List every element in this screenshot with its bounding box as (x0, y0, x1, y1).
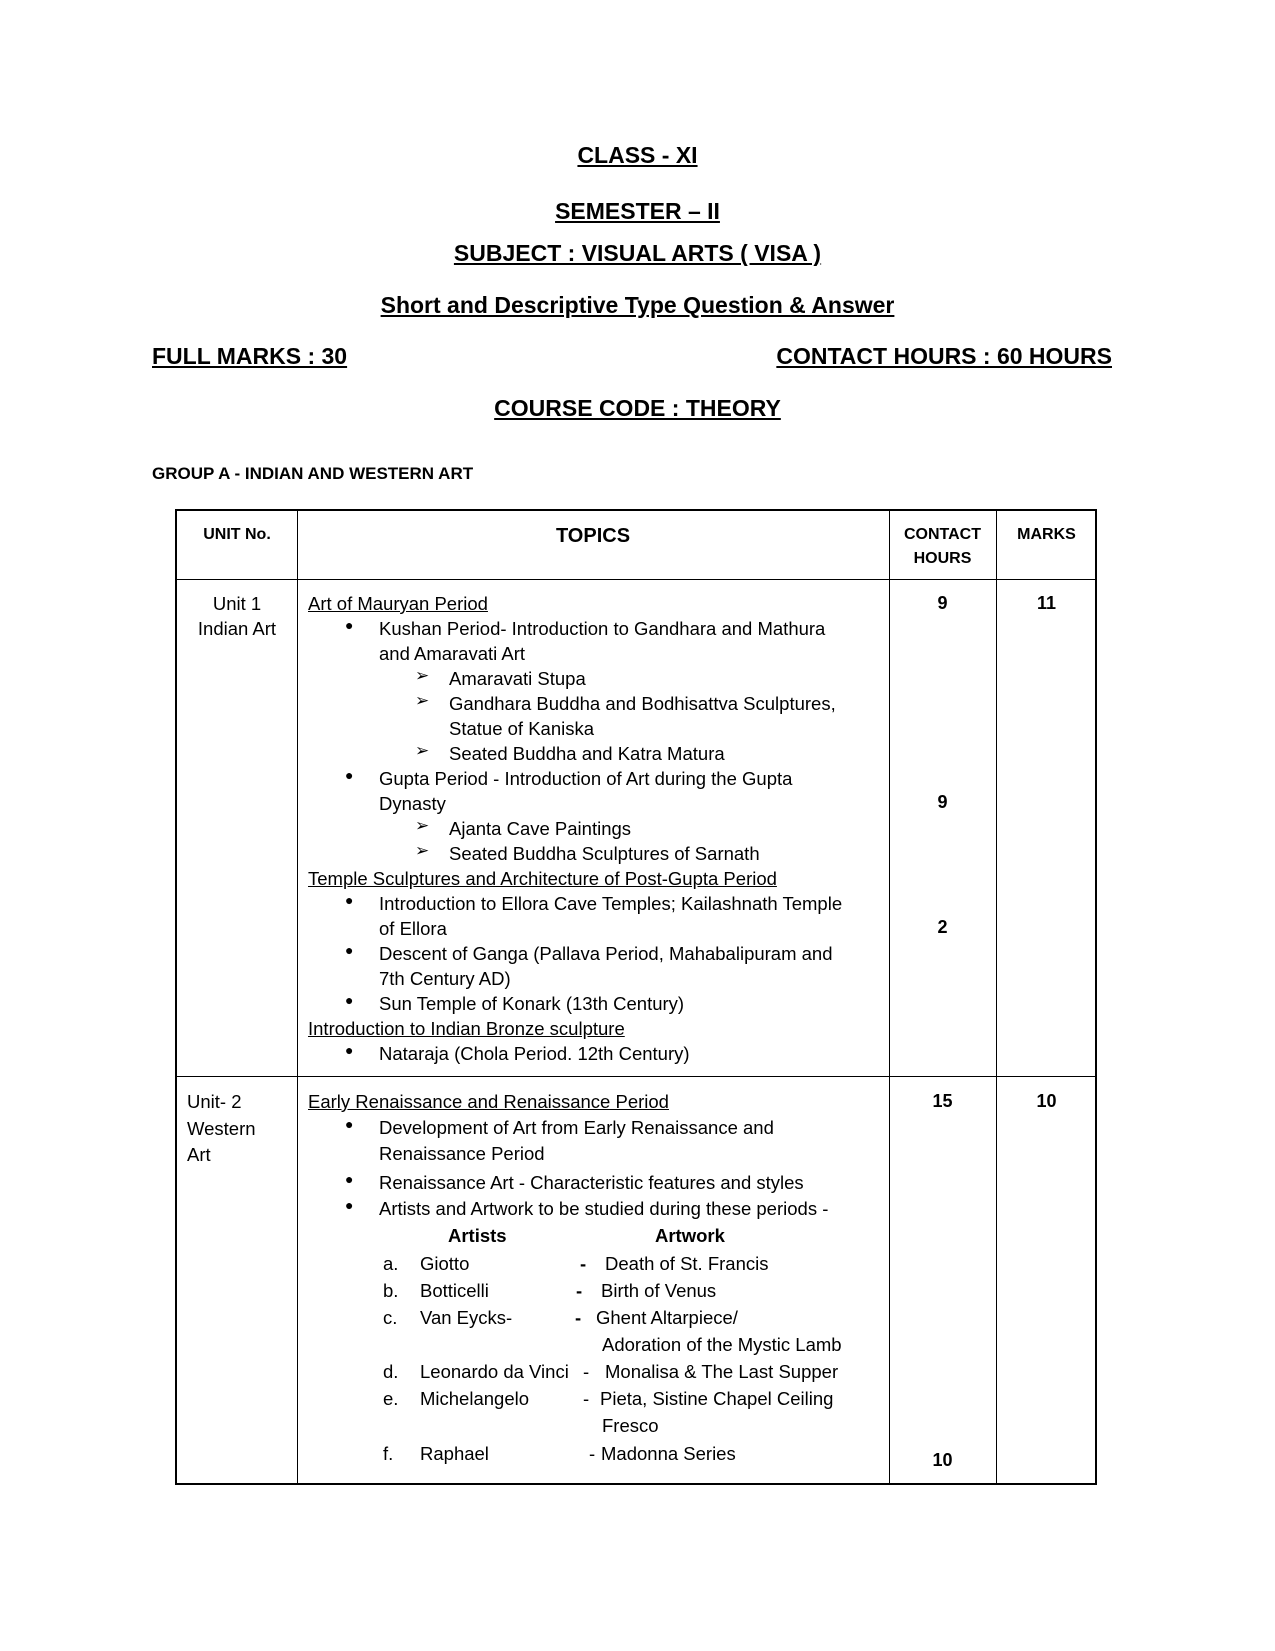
artwork-name: Death of St. Francis (605, 1253, 769, 1274)
row-divider (177, 579, 1095, 580)
arrow-icon: ➢ (415, 841, 430, 860)
group-heading: GROUP A - INDIAN AND WESTERN ART (152, 464, 474, 483)
list-dash: - (583, 1361, 590, 1382)
unit1-label-sub: Indian Art (197, 618, 277, 639)
column-header-topics: TOPICS (555, 525, 631, 547)
arrow-icon: ➢ (415, 816, 430, 835)
artist-name: Botticelli (420, 1280, 489, 1301)
question-type-title: Short and Descriptive Type Question & Answer (380, 292, 895, 318)
topic-item: Dynasty (379, 793, 446, 814)
sub-topic-item: Gandhara Buddha and Bodhisattva Sculptures, (449, 693, 836, 714)
topic-heading: Art of Mauryan Period (308, 593, 488, 614)
bullet-icon: ● (345, 1116, 354, 1132)
semester-title: SEMESTER – II (555, 198, 720, 224)
unit2-label-sub: Western (187, 1118, 256, 1139)
list-marker: f. (383, 1443, 394, 1464)
contact-hours: CONTACT HOURS : 60 HOURS (776, 343, 1112, 369)
list-marker: d. (383, 1361, 399, 1382)
list-dash: - (580, 1253, 587, 1274)
unit2-label: Unit- 2 (187, 1091, 242, 1112)
unit1-marks: 11 (1036, 593, 1057, 613)
artwork-name: Adoration of the Mystic Lamb (602, 1334, 842, 1355)
unit2-hours: 10 (932, 1450, 953, 1470)
artwork-name: Ghent Altarpiece/ (596, 1307, 738, 1328)
artist-name: Van Eycks- (420, 1307, 513, 1328)
sub-topic-item: Statue of Kaniska (449, 718, 595, 739)
artist-name: Raphael (420, 1443, 489, 1464)
sub-topic-item: Seated Buddha Sculptures of Sarnath (449, 843, 760, 864)
arrow-icon: ➢ (415, 691, 430, 710)
list-marker: e. (383, 1388, 399, 1409)
artist-name: Michelangelo (420, 1388, 530, 1409)
list-dash: - (576, 1280, 583, 1301)
syllabus-table (175, 509, 1097, 1485)
topic-item: Gupta Period - Introduction of Art during the Gupta (379, 768, 793, 789)
topic-heading: Temple Sculptures and Architecture of Post-Gupta Period (308, 868, 777, 889)
unit1-label: Unit 1 (212, 593, 262, 614)
artwork-name: Pieta, Sistine Chapel Ceiling (600, 1388, 834, 1409)
bullet-icon: ● (345, 942, 354, 958)
artists-header: Artists (448, 1225, 507, 1246)
list-marker: a. (383, 1253, 399, 1274)
topic-item: Artists and Artwork to be studied during these periods - (379, 1198, 829, 1219)
column-header-contact-hours-2: HOURS (913, 550, 972, 567)
topic-item: 7th Century AD) (379, 968, 511, 989)
class-title: CLASS - XI (577, 142, 698, 168)
subject-title: SUBJECT : VISUAL ARTS ( VISA ) (453, 240, 822, 266)
topic-item: of Ellora (379, 918, 447, 939)
column-divider (889, 511, 890, 1483)
list-dash: - (583, 1388, 590, 1409)
topic-heading: Introduction to Indian Bronze sculpture (308, 1018, 625, 1039)
bullet-icon: ● (345, 767, 354, 783)
column-divider (297, 511, 298, 1483)
artwork-name: Birth of Venus (601, 1280, 717, 1301)
list-marker: b. (383, 1280, 399, 1301)
topic-item: Kushan Period- Introduction to Gandhara and Mathura (379, 618, 826, 639)
column-divider (996, 511, 997, 1483)
topic-item: Development of Art from Early Renaissance and (379, 1117, 774, 1138)
bullet-icon: ● (345, 892, 354, 908)
unit1-hours: 2 (937, 917, 948, 937)
unit2-hours: 15 (932, 1091, 953, 1111)
full-marks: FULL MARKS : 30 (152, 343, 348, 369)
topic-item: Introduction to Ellora Cave Temples; Kailashnath Temple (379, 893, 843, 914)
column-header-unit: UNIT No. (203, 526, 271, 543)
course-code: COURSE CODE : THEORY (494, 395, 781, 421)
bullet-icon: ● (345, 1171, 354, 1187)
bullet-icon: ● (345, 992, 354, 1008)
topic-item: Sun Temple of Konark (13th Century) (379, 993, 685, 1014)
row-divider (177, 1076, 1095, 1077)
artwork-header: Artwork (655, 1225, 725, 1246)
column-header-contact-hours-1: CONTACT (903, 526, 982, 543)
topic-item: Renaissance Period (379, 1143, 545, 1164)
topic-item: Renaissance Art - Characteristic features and styles (379, 1172, 804, 1193)
list-marker: c. (383, 1307, 398, 1328)
topic-heading: Early Renaissance and Renaissance Period (308, 1091, 669, 1112)
bullet-icon: ● (345, 1197, 354, 1213)
unit1-hours: 9 (937, 593, 948, 613)
unit1-hours: 9 (937, 792, 948, 812)
artwork-name: Madonna Series (601, 1443, 736, 1464)
list-dash: - (589, 1443, 596, 1464)
list-dash: - (575, 1307, 582, 1328)
unit2-marks: 10 (1036, 1091, 1057, 1111)
artwork-name: Fresco (602, 1415, 659, 1436)
arrow-icon: ➢ (415, 741, 430, 760)
sub-topic-item: Seated Buddha and Katra Matura (449, 743, 725, 764)
artist-name: Leonardo da Vinci (420, 1361, 569, 1382)
sub-topic-item: Amaravati Stupa (449, 668, 586, 689)
topic-item: Nataraja (Chola Period. 12th Century) (379, 1043, 690, 1064)
sub-topic-item: Ajanta Cave Paintings (449, 818, 632, 839)
unit2-label-sub: Art (187, 1144, 211, 1165)
artwork-name: Monalisa & The Last Supper (605, 1361, 839, 1382)
artist-name: Giotto (420, 1253, 470, 1274)
topic-item: and Amaravati Art (379, 643, 526, 664)
topic-item: Descent of Ganga (Pallava Period, Mahabalipuram and (379, 943, 833, 964)
column-header-marks: MARKS (1017, 526, 1076, 543)
bullet-icon: ● (345, 617, 354, 633)
bullet-icon: ● (345, 1042, 354, 1058)
arrow-icon: ➢ (415, 666, 430, 685)
